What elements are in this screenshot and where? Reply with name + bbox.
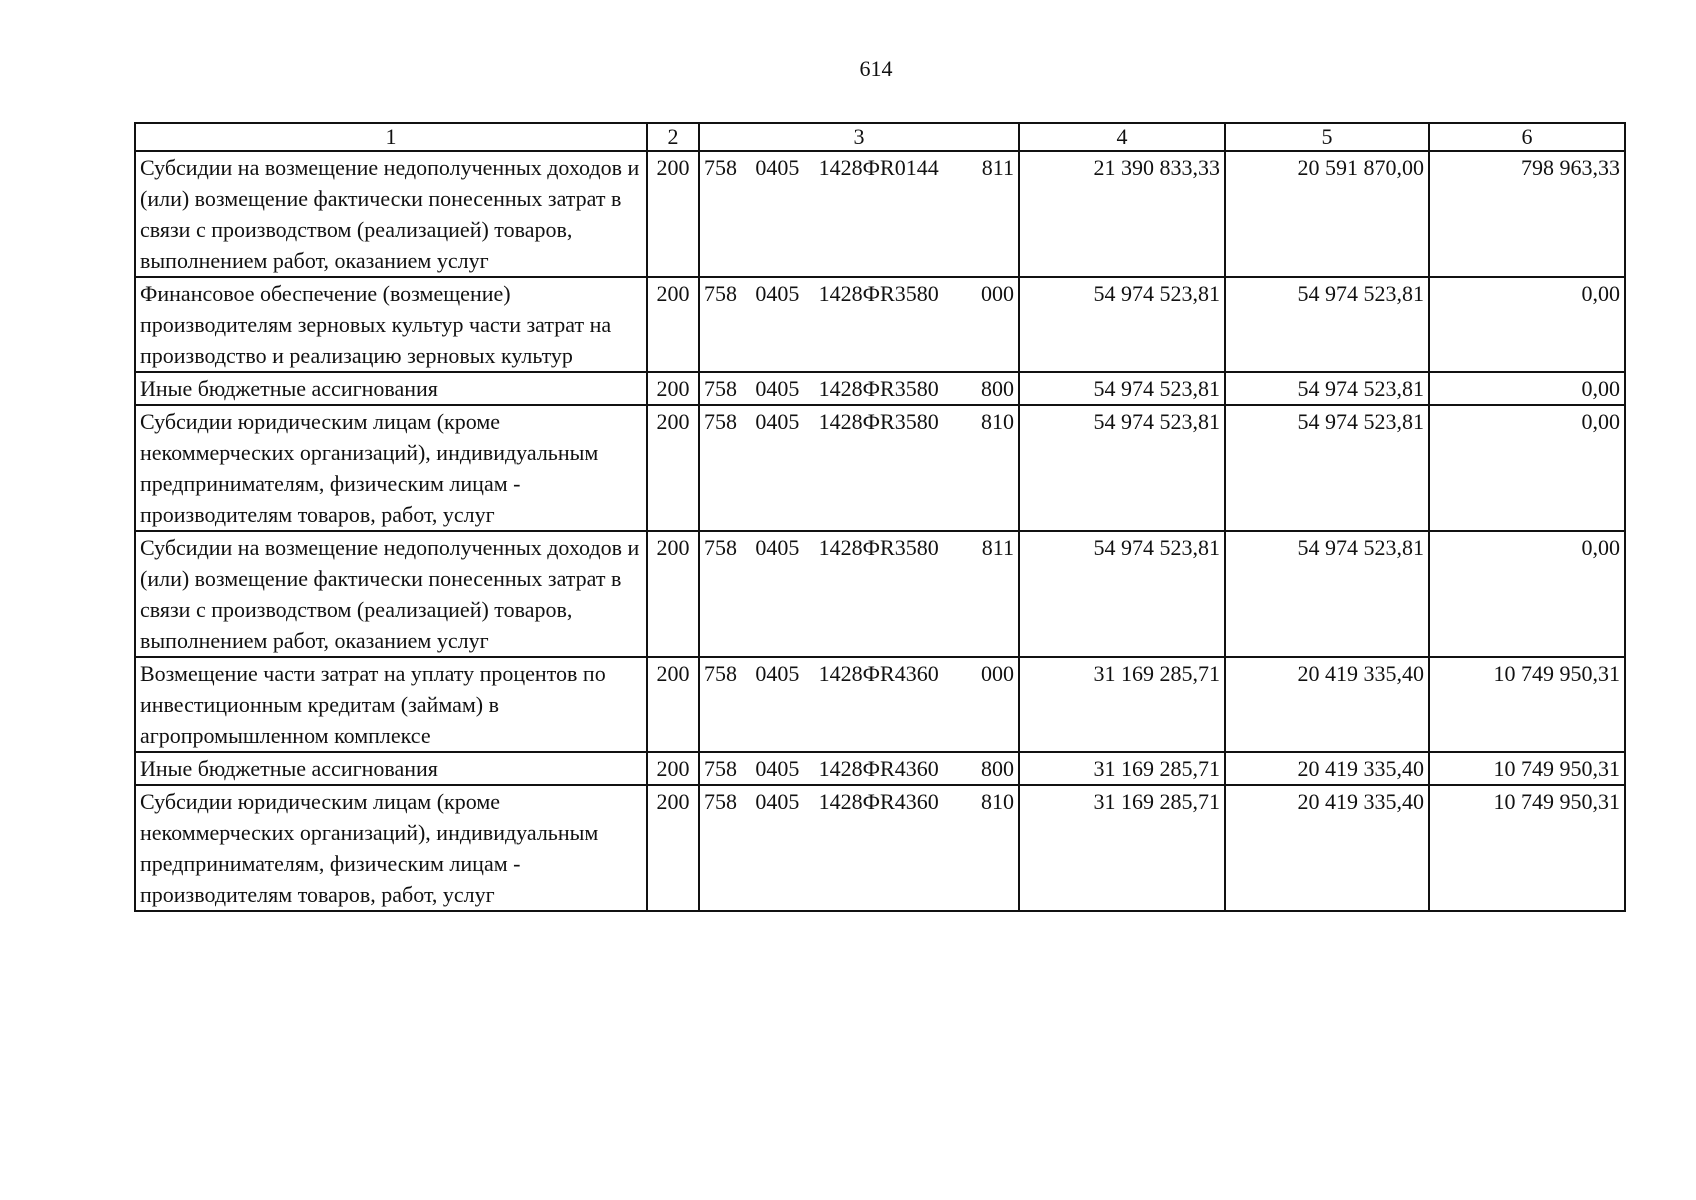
row-admin-code: 200 — [647, 151, 699, 277]
section-code: 0405 — [755, 409, 800, 434]
table-row — [135, 372, 1625, 405]
row-name: Возмещение части затрат на уплату процентов по инвестиционным кредитам (займам) в агропромышленном комплексе — [135, 657, 647, 752]
row-name: Субсидии юридическим лицам (кроме некоммерческих организаций), индивидуальным предпринимателям, физическим лицам - производителям товаров, работ, услуг — [135, 405, 647, 531]
row-value-col4: 31 169 285,71 — [1019, 657, 1225, 752]
column-header: 5 — [1225, 123, 1429, 151]
table-row — [135, 405, 1625, 531]
column-header: 4 — [1019, 123, 1225, 151]
table-row — [135, 151, 1625, 277]
expense-type-code: 811 — [981, 155, 1014, 180]
row-value-col5: 20 419 335,40 — [1225, 785, 1429, 911]
section-code: 0405 — [755, 661, 800, 686]
column-header: 1 — [135, 123, 647, 151]
row-admin-code: 200 — [647, 657, 699, 752]
row-value-col4: 21 390 833,33 — [1019, 151, 1225, 277]
row-value-col5: 54 974 523,81 — [1225, 531, 1429, 657]
expense-type-code: 000 — [980, 661, 1014, 686]
column-header: 2 — [647, 123, 699, 151]
row-value-col6: 0,00 — [1429, 372, 1625, 405]
target-article-code: 1428ФR3580 — [818, 281, 939, 306]
header-row — [135, 123, 1625, 151]
row-budget-code — [699, 372, 1019, 405]
expense-type-code: 800 — [980, 376, 1014, 401]
row-admin-code: 200 — [647, 372, 699, 405]
row-budget-code — [699, 785, 1019, 911]
column-header: 6 — [1429, 123, 1625, 151]
grbs-code: 758 — [704, 756, 737, 781]
row-name: Иные бюджетные ассигнования — [135, 752, 647, 785]
row-value-col4: 54 974 523,81 — [1019, 405, 1225, 531]
table-row — [135, 531, 1625, 657]
row-value-col4: 54 974 523,81 — [1019, 531, 1225, 657]
row-value-col4: 54 974 523,81 — [1019, 277, 1225, 372]
grbs-code: 758 — [704, 661, 737, 686]
row-admin-code: 200 — [647, 785, 699, 911]
section-code: 0405 — [755, 376, 800, 401]
table-row — [135, 277, 1625, 372]
target-article-code: 1428ФR3580 — [818, 535, 939, 560]
row-value-col6: 0,00 — [1429, 531, 1625, 657]
table-row — [135, 657, 1625, 752]
target-article-code: 1428ФR4360 — [818, 756, 939, 781]
row-value-col6: 10 749 950,31 — [1429, 657, 1625, 752]
row-value-col4: 54 974 523,81 — [1019, 372, 1225, 405]
row-budget-code — [699, 657, 1019, 752]
target-article-code: 1428ФR3580 — [818, 409, 939, 434]
section-code: 0405 — [755, 281, 800, 306]
grbs-code: 758 — [704, 155, 737, 180]
row-admin-code: 200 — [647, 752, 699, 785]
row-value-col5: 54 974 523,81 — [1225, 372, 1429, 405]
grbs-code: 758 — [704, 789, 737, 814]
row-value-col6: 0,00 — [1429, 405, 1625, 531]
row-value-col5: 54 974 523,81 — [1225, 277, 1429, 372]
row-value-col4: 31 169 285,71 — [1019, 785, 1225, 911]
target-article-code: 1428ФR4360 — [818, 789, 939, 814]
expense-type-code: 810 — [980, 409, 1014, 434]
row-value-col6: 798 963,33 — [1429, 151, 1625, 277]
expense-type-code: 800 — [980, 756, 1014, 781]
expense-type-code: 000 — [980, 281, 1014, 306]
row-value-col5: 20 419 335,40 — [1225, 752, 1429, 785]
row-budget-code — [699, 405, 1019, 531]
row-value-col6: 10 749 950,31 — [1429, 785, 1625, 911]
section-code: 0405 — [755, 155, 800, 180]
row-budget-code — [699, 151, 1019, 277]
section-code: 0405 — [755, 789, 800, 814]
row-name: Субсидии на возмещение недополученных доходов и (или) возмещение фактически понесенных затрат в связи с производством (реализацией) товаров, выполнением работ, оказанием услуг — [135, 531, 647, 657]
target-article-code: 1428ФR3580 — [818, 376, 939, 401]
row-value-col5: 20 419 335,40 — [1225, 657, 1429, 752]
row-value-col6: 10 749 950,31 — [1429, 752, 1625, 785]
expense-type-code: 810 — [980, 789, 1014, 814]
row-name: Субсидии юридическим лицам (кроме некоммерческих организаций), индивидуальным предпринимателям, физическим лицам - производителям товаров, работ, услуг — [135, 785, 647, 911]
row-value-col5: 20 591 870,00 — [1225, 151, 1429, 277]
row-budget-code — [699, 752, 1019, 785]
section-code: 0405 — [755, 535, 800, 560]
grbs-code: 758 — [704, 376, 737, 401]
column-header: 3 — [699, 123, 1019, 151]
table-row — [135, 752, 1625, 785]
row-name: Финансовое обеспечение (возмещение) производителям зерновых культур части затрат на производство и реализацию зерновых культур — [135, 277, 647, 372]
row-admin-code: 200 — [647, 277, 699, 372]
grbs-code: 758 — [704, 281, 737, 306]
row-value-col6: 0,00 — [1429, 277, 1625, 372]
budget-table — [134, 122, 1626, 912]
row-admin-code: 200 — [647, 531, 699, 657]
row-budget-code — [699, 531, 1019, 657]
row-name: Иные бюджетные ассигнования — [135, 372, 647, 405]
target-article-code: 1428ФR0144 — [818, 155, 939, 180]
row-admin-code: 200 — [647, 405, 699, 531]
grbs-code: 758 — [704, 409, 737, 434]
row-budget-code — [699, 277, 1019, 372]
section-code: 0405 — [755, 756, 800, 781]
target-article-code: 1428ФR4360 — [818, 661, 939, 686]
row-value-col5: 54 974 523,81 — [1225, 405, 1429, 531]
row-value-col4: 31 169 285,71 — [1019, 752, 1225, 785]
page-number: 614 — [859, 56, 893, 81]
table-row — [135, 785, 1625, 911]
expense-type-code: 811 — [981, 535, 1014, 560]
row-name: Субсидии на возмещение недополученных доходов и (или) возмещение фактически понесенных затрат в связи с производством (реализацией) товаров, выполнением работ, оказанием услуг — [135, 151, 647, 277]
grbs-code: 758 — [704, 535, 737, 560]
